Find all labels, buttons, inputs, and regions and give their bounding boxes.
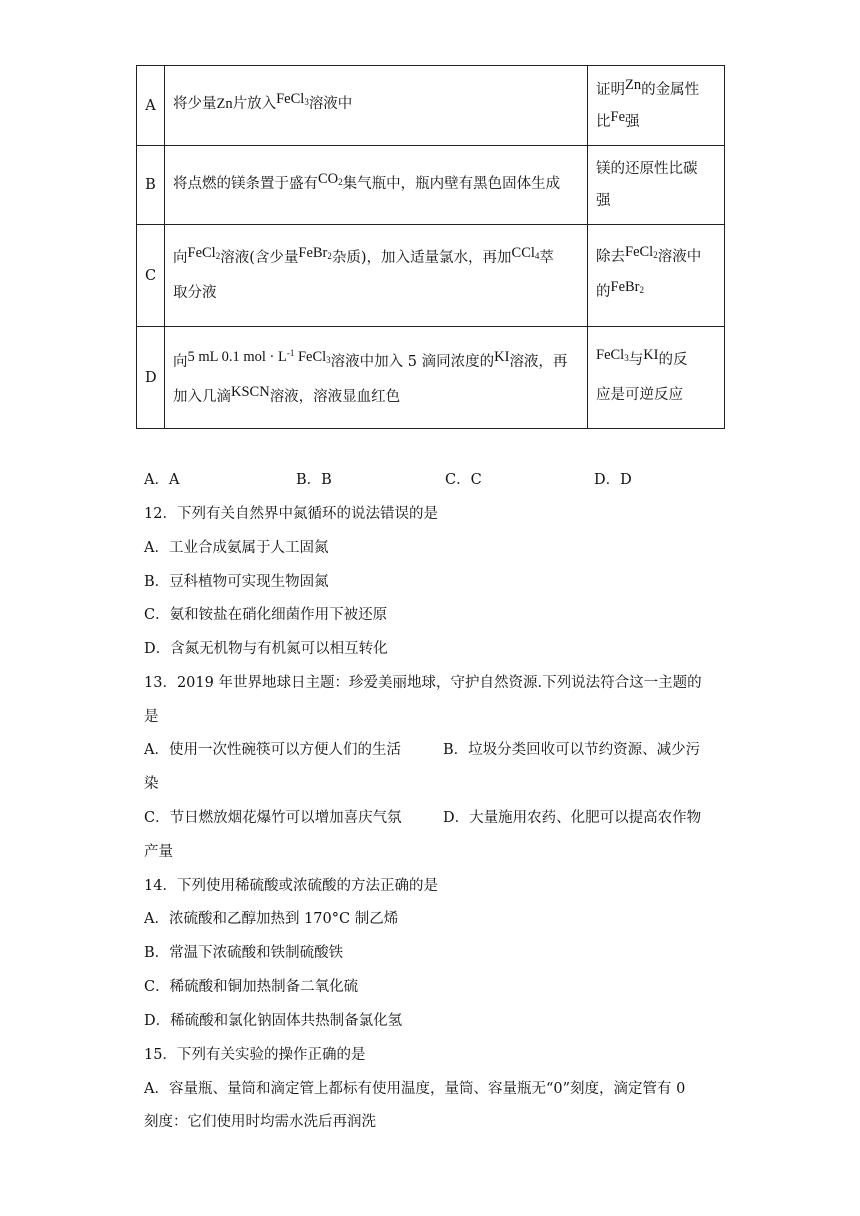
table-row-a <box>137 66 725 146</box>
conclusion-cell: 证明Zn的金属性 比Fe强 <box>588 66 725 146</box>
q13-option-a: A．使用一次性碗筷可以方便人们的生活 <box>144 742 401 758</box>
conclusion-cell: FeCl$_3$与KI的反 应是可逆反应 <box>588 327 725 429</box>
experiment-table <box>136 65 725 429</box>
conclusion-cell: 除去FeCl$_2$溶液中 的FeBr$_2$ <box>588 225 725 327</box>
operation-cell: 向FeCl$_2$溶液(含少量FeBr$_2$杂质)，加入适量氯水，再加CCl$_4$萃 取分液 <box>165 225 588 327</box>
q12-option-c: C．氨和铵盐在硝化细菌作用下被还原 <box>144 607 388 623</box>
q15-stem: 15．下列有关实验的操作正确的是 <box>144 1047 366 1063</box>
q13-option-b-cont: 染 <box>144 776 159 792</box>
table-row-b <box>137 146 725 225</box>
q11-option-b: B．B <box>296 472 332 488</box>
q11-option-a: A．A <box>144 472 180 488</box>
q13-option-d: D．大量施用农药、化肥可以提高农作物 <box>443 810 702 826</box>
q13-stem: 13．2019 年世界地球日主题：珍爱美丽地球，守护自然资源.下列说法符合这一主题的 <box>144 675 702 691</box>
conclusion-cell: 镁的还原性比碳 强 <box>588 146 725 225</box>
q13-option-c: C．节日燃放烟花爆竹可以增加喜庆气氛 <box>144 810 402 826</box>
row-label: C <box>137 225 165 327</box>
q13-option-d-cont: 产量 <box>144 844 173 860</box>
q13-stem-cont: 是 <box>144 709 159 725</box>
q14-option-b: B．常温下浓硫酸和铁制硫酸铁 <box>144 945 344 961</box>
q14-option-d: D．稀硫酸和氯化钠固体共热制备氯化氢 <box>144 1013 403 1029</box>
row-label: B <box>137 146 165 225</box>
q14-option-c: C．稀硫酸和铜加热制备二氧化硫 <box>144 979 359 995</box>
row-label: D <box>137 327 165 429</box>
q12-option-a: A．工业合成氨属于人工固氮 <box>144 540 329 556</box>
table-row-d <box>137 327 725 429</box>
row-label: A <box>137 66 165 146</box>
q11-option-c: C．C <box>445 472 482 488</box>
q13-option-b: B．垃圾分类回收可以节约资源、减少污 <box>443 742 701 758</box>
q12-stem: 12．下列有关自然界中氮循环的说法错误的是 <box>144 506 438 522</box>
operation-cell: 将少量Zn片放入FeCl$_3$溶液中 <box>165 66 588 146</box>
q14-option-a: A．浓硫酸和乙醇加热到 170°C 制乙烯 <box>144 911 399 927</box>
operation-cell: 将点燃的镁条置于盛有$CO_2$集气瓶中，瓶内壁有黑色固体生成 <box>165 146 588 225</box>
operation-cell: 向5 mL 0.1 mol · $L^{-1}$ FeCl$_3$溶液中加入 5 滴同浓度的KI溶液，再 加入几滴KSCN溶液，溶液显血红色 <box>165 327 588 429</box>
q14-stem: 14．下列使用稀硫酸或浓硫酸的方法正确的是 <box>144 878 438 894</box>
q12-option-b: B．豆科植物可实现生物固氮 <box>144 574 329 590</box>
q11-option-d: D．D <box>594 472 632 488</box>
table-row-c <box>137 225 725 327</box>
q15-option-a-cont: 刻度：它们使用时均需水洗后再润洗 <box>144 1114 376 1130</box>
q12-option-d: D．含氮无机物与有机氮可以相互转化 <box>144 641 388 657</box>
q15-option-a: A．容量瓶、量筒和滴定管上都标有使用温度，量筒、容量瓶无“0”刻度，滴定管有 0 <box>144 1081 686 1097</box>
